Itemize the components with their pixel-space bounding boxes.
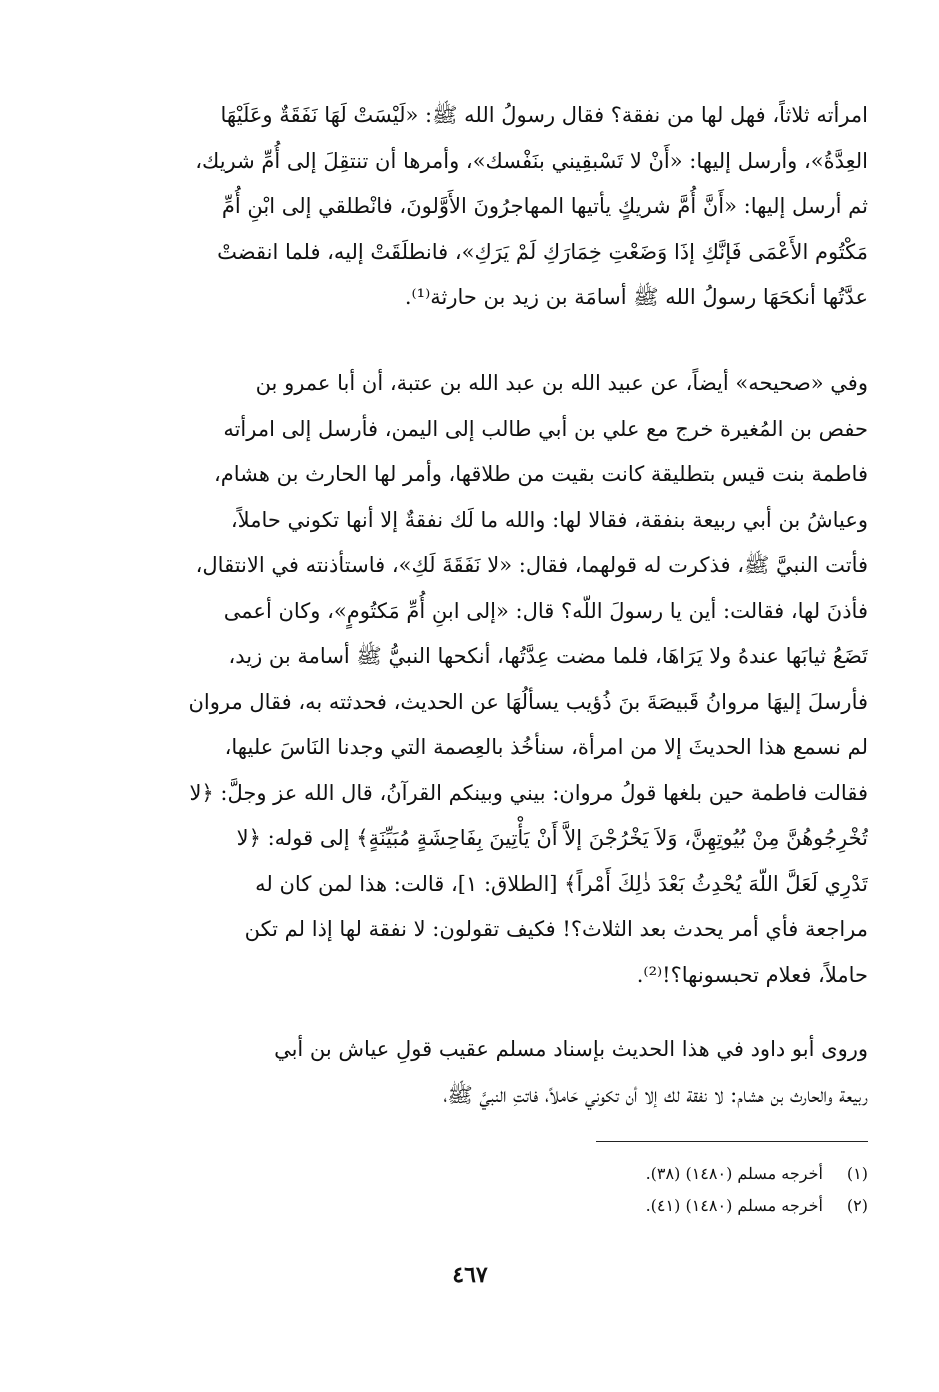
text-line: فأذنَ لها، فقالت: أين يا رسولَ اللّه؟ قال: «إلى ابنِ أُمِّ مَكتُومٍ»، وكان أعمى [223, 598, 868, 623]
footnote-divider [596, 1141, 868, 1142]
page-number: ٤٦٧ [452, 1262, 488, 1288]
text-line: عدَّتُها أنكحَهَا رسولُ الله ﷺ أسامَة بن زيد بن حارثة⁽¹⁾. [404, 285, 868, 309]
text-line: حفص بن المُغيرة خرج مع علي بن أبي طالب إلى اليمن، فأرسل إلى امرأته [223, 416, 868, 441]
text-line: لم نسمع هذا الحديثَ إلا من امرأة، سنأخُذ بالعِصمة التي وجدنا النَاسَ عليها، [224, 735, 868, 759]
footnote-text: أخرجه مسلم (١٤٨٠) (٤١). [645, 1196, 823, 1215]
footnote-number: (٢) [846, 1196, 868, 1215]
text-line: فأرسلَ إليهَا مروانُ قَبيصَةَ بنَ ذُؤيب يسألُهَا عن الحديث، فحدثته به، فقال مروان [188, 689, 868, 714]
text-line: فاطمة بنت قيس بتطليقة كانت بقيت من طلاقها، وأمر لها الحارث بن هشام، [213, 462, 868, 486]
text-line: تَضَعُ ثيابَها عندهُ ولا يَرَاهَا، فلما مضت عِدَّتُها، أنكحها النبيُّ ﷺ أسامة بن زيد، [228, 644, 868, 668]
text-line: ربيعة والحارث بن هشام: لا نفقة لك إلا أن تكوني حَاملاً، فاتتِ النبيَّ ﷺ، [443, 1082, 868, 1107]
text-line: العِدَّةُ»، وأرسل إليها: «أَنْ لا تَسْبقِيني بنَفْسك»، وأمرها أن تنتقِلَ إلى أُمِّ شريك، [195, 148, 868, 173]
text-line: تَدْرِي لَعَلَّ اللّهَ يُحْدِثُ بَعْدَ ذٰلِكَ أَمْراً﴾ [الطلاق: ١]، قالت: هذا لمن كان له [255, 871, 868, 896]
paragraph-2 [160, 361, 868, 998]
paragraph-1 [160, 93, 868, 321]
text-line: مراجعة فأي أمر يحدث بعد الثلاث؟! فكيف تقولون: لا نفقة لها إذا لم تكن [244, 917, 868, 941]
text-line: مَكْتُوم الأَعْمَى فَإنَّكِ إذَا وَضَعْتِ خِمَارَكِ لَمْ يَرَكِ»، فانطلَقَتْ إليه، فلما انقضتْ [217, 239, 868, 264]
text-line: فقالت فاطمة حين بلغها قولُ مروان: بيني وبينكم القرآنُ، قال الله عز وجلَّ: ﴿لا [189, 780, 868, 805]
footnote-2 [400, 1190, 868, 1222]
text-line: امرأته ثلاثاً، فهل لها من نفقة؟ فقال رسولُ الله ﷺ: «لَيْسَتْ لَهَا نَفَقَةٌ وعَلَيْهَا [220, 103, 868, 127]
text-line: تُخْرِجُوهُنَّ مِنْ بُيُوتِهِنَّ، وَلاَ يَخْرُجْنَ إلاَّ أَنْ يَأْتِينَ بِفَاحِشَةٍ مُبَيِّنَةٍ﴾ إلى قوله: ﴿لا [236, 826, 868, 850]
text-line: ثم أرسل إليها: «أَنَّ أُمَّ شريكٍ يأتيها المهاجرُونَ الأَوَّلونَ، فانْطلقي إلى ابْنِ أُمِّ [221, 194, 868, 218]
footnote-number: (١) [846, 1164, 868, 1183]
footnote-text: أخرجه مسلم (١٤٨٠) (٣٨). [645, 1164, 823, 1183]
text-line: وفي «صحيحه» أيضاً، عن عبيد الله بن عبد الله بن عتبة، أن أبا عمرو بن [255, 371, 868, 395]
text-line: وروى أبو داود في هذا الحديث بإسناد مسلم عقيب قولِ عياش بن أبي [274, 1037, 868, 1061]
text-line: حاملاً، فعلام تحبسونها؟!⁽²⁾. [636, 962, 868, 987]
text-line: وعياشُ بن أبي ربيعة بنفقة، فقالا لها: والله ما لَك نفقةٌ إلا أنها تكوني حاملاً، [230, 507, 868, 532]
footnote-1 [400, 1158, 868, 1190]
footnotes [400, 1158, 868, 1222]
text-line: فأتت النبيَّ ﷺ، فذكرت له قولهما، فقال: «لا نَفَقَةَ لَكِ»، فاستأذنته في الانتقال، [195, 553, 868, 577]
paragraph-3 [160, 1027, 868, 1118]
